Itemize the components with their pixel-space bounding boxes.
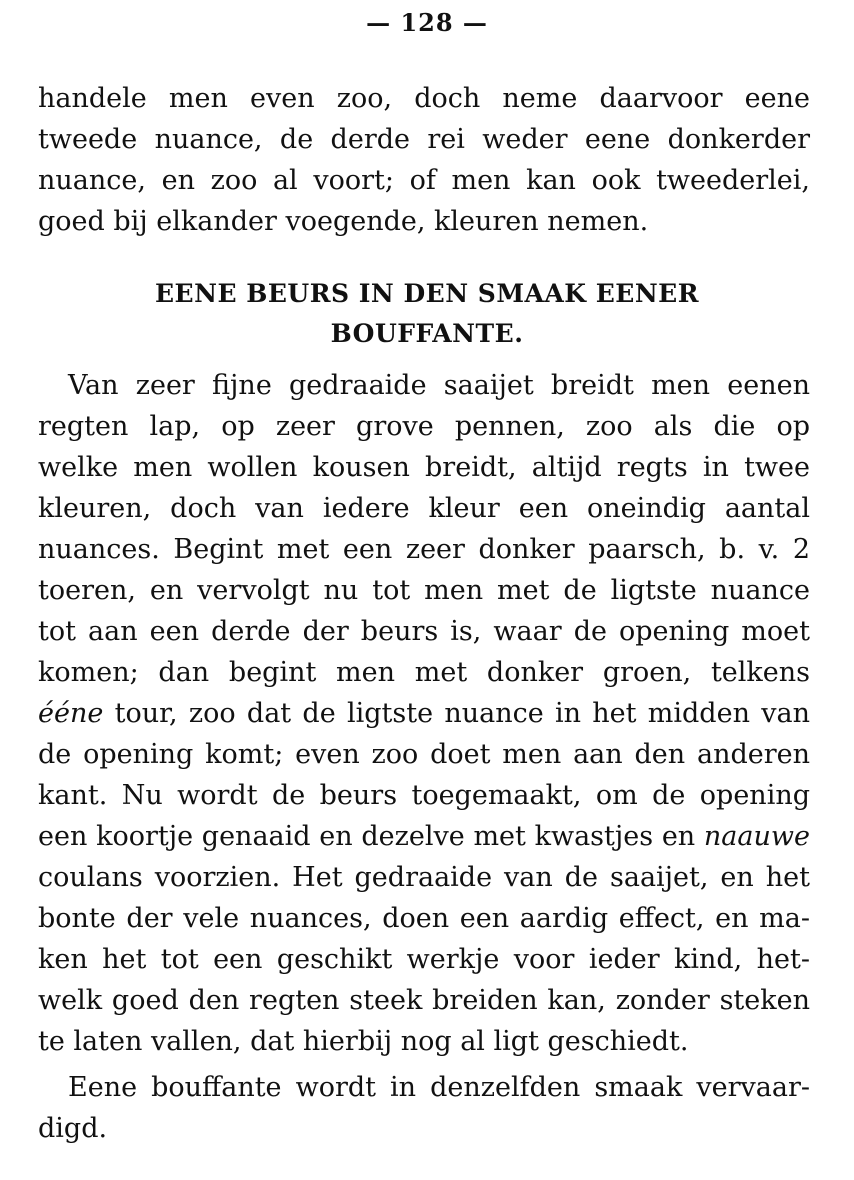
text-line: ken het tot een geschikt werkje voor ieder kind, het- — [38, 944, 810, 975]
text-line: nuance, en zoo al voort; of men kan ook tweederlei, — [38, 165, 810, 196]
text-line: te laten vallen, dat hierbij nog al ligt geschiedt. — [38, 1026, 689, 1057]
heading-line-2: BOUFFANTE. — [330, 319, 524, 348]
text-line: Van zeer fijne gedraaide saaijet breidt men eenen — [68, 370, 810, 401]
text-line: welk goed den regten steek breiden kan, zonder steken — [38, 985, 810, 1016]
paragraph-2 — [38, 365, 810, 1062]
paragraph-3 — [38, 1067, 810, 1149]
text-line: tweede nuance, de derde rei weder eene donkerder — [38, 124, 810, 155]
text-line: handele men even zoo, doch neme daarvoor eene — [38, 83, 810, 114]
text-line: Eene bouffante wordt in denzelfden smaak vervaar- — [68, 1072, 810, 1103]
italic-word: naauwe — [703, 821, 810, 852]
text-line-start: een koortje genaaid en dezelve met kwastjes en — [38, 821, 696, 852]
text-line: de opening komt; even zoo doet men aan den anderen — [38, 739, 810, 770]
text-line: digd. — [38, 1113, 108, 1144]
heading-line-1: EENE BEURS IN DEN SMAAK EENER — [154, 279, 700, 308]
text-line: kleuren, doch van iedere kleur een oneindig aantal — [38, 493, 810, 524]
text-line: welke men wollen kousen breidt, altijd regts in twee — [38, 452, 810, 483]
text-line: toeren, en vervolgt nu tot men met de ligtste nuance — [38, 575, 810, 606]
text-line: komen; dan begint men met donker groen, telkens — [38, 657, 810, 688]
text-line: coulans voorzien. Het gedraaide van de saaijet, en het — [38, 862, 810, 893]
text-line: goed bij elkander voegende, kleuren nemen. — [38, 206, 649, 237]
text-line: bonte der vele nuances, doen een aardig effect, en ma- — [38, 903, 810, 934]
text-line: nuances. Begint met een zeer donker paarsch, b. v. 2 — [38, 534, 810, 565]
text-line-with-italic — [38, 693, 810, 734]
italic-word: ééne — [38, 698, 104, 729]
text-line-rest: tour, zoo dat de ligtste nuance in het midden van — [114, 698, 810, 729]
text-line: kant. Nu wordt de beurs toegemaakt, om de opening — [38, 780, 810, 811]
text-line-with-italic — [38, 816, 810, 857]
paragraph-1 — [38, 78, 810, 242]
page-number: — 128 — — [366, 8, 488, 37]
text-line: regten lap, op zeer grove pennen, zoo als die op — [38, 411, 810, 442]
text-line: tot aan een derde der beurs is, waar de opening moet — [38, 616, 810, 647]
section-heading — [0, 274, 854, 354]
